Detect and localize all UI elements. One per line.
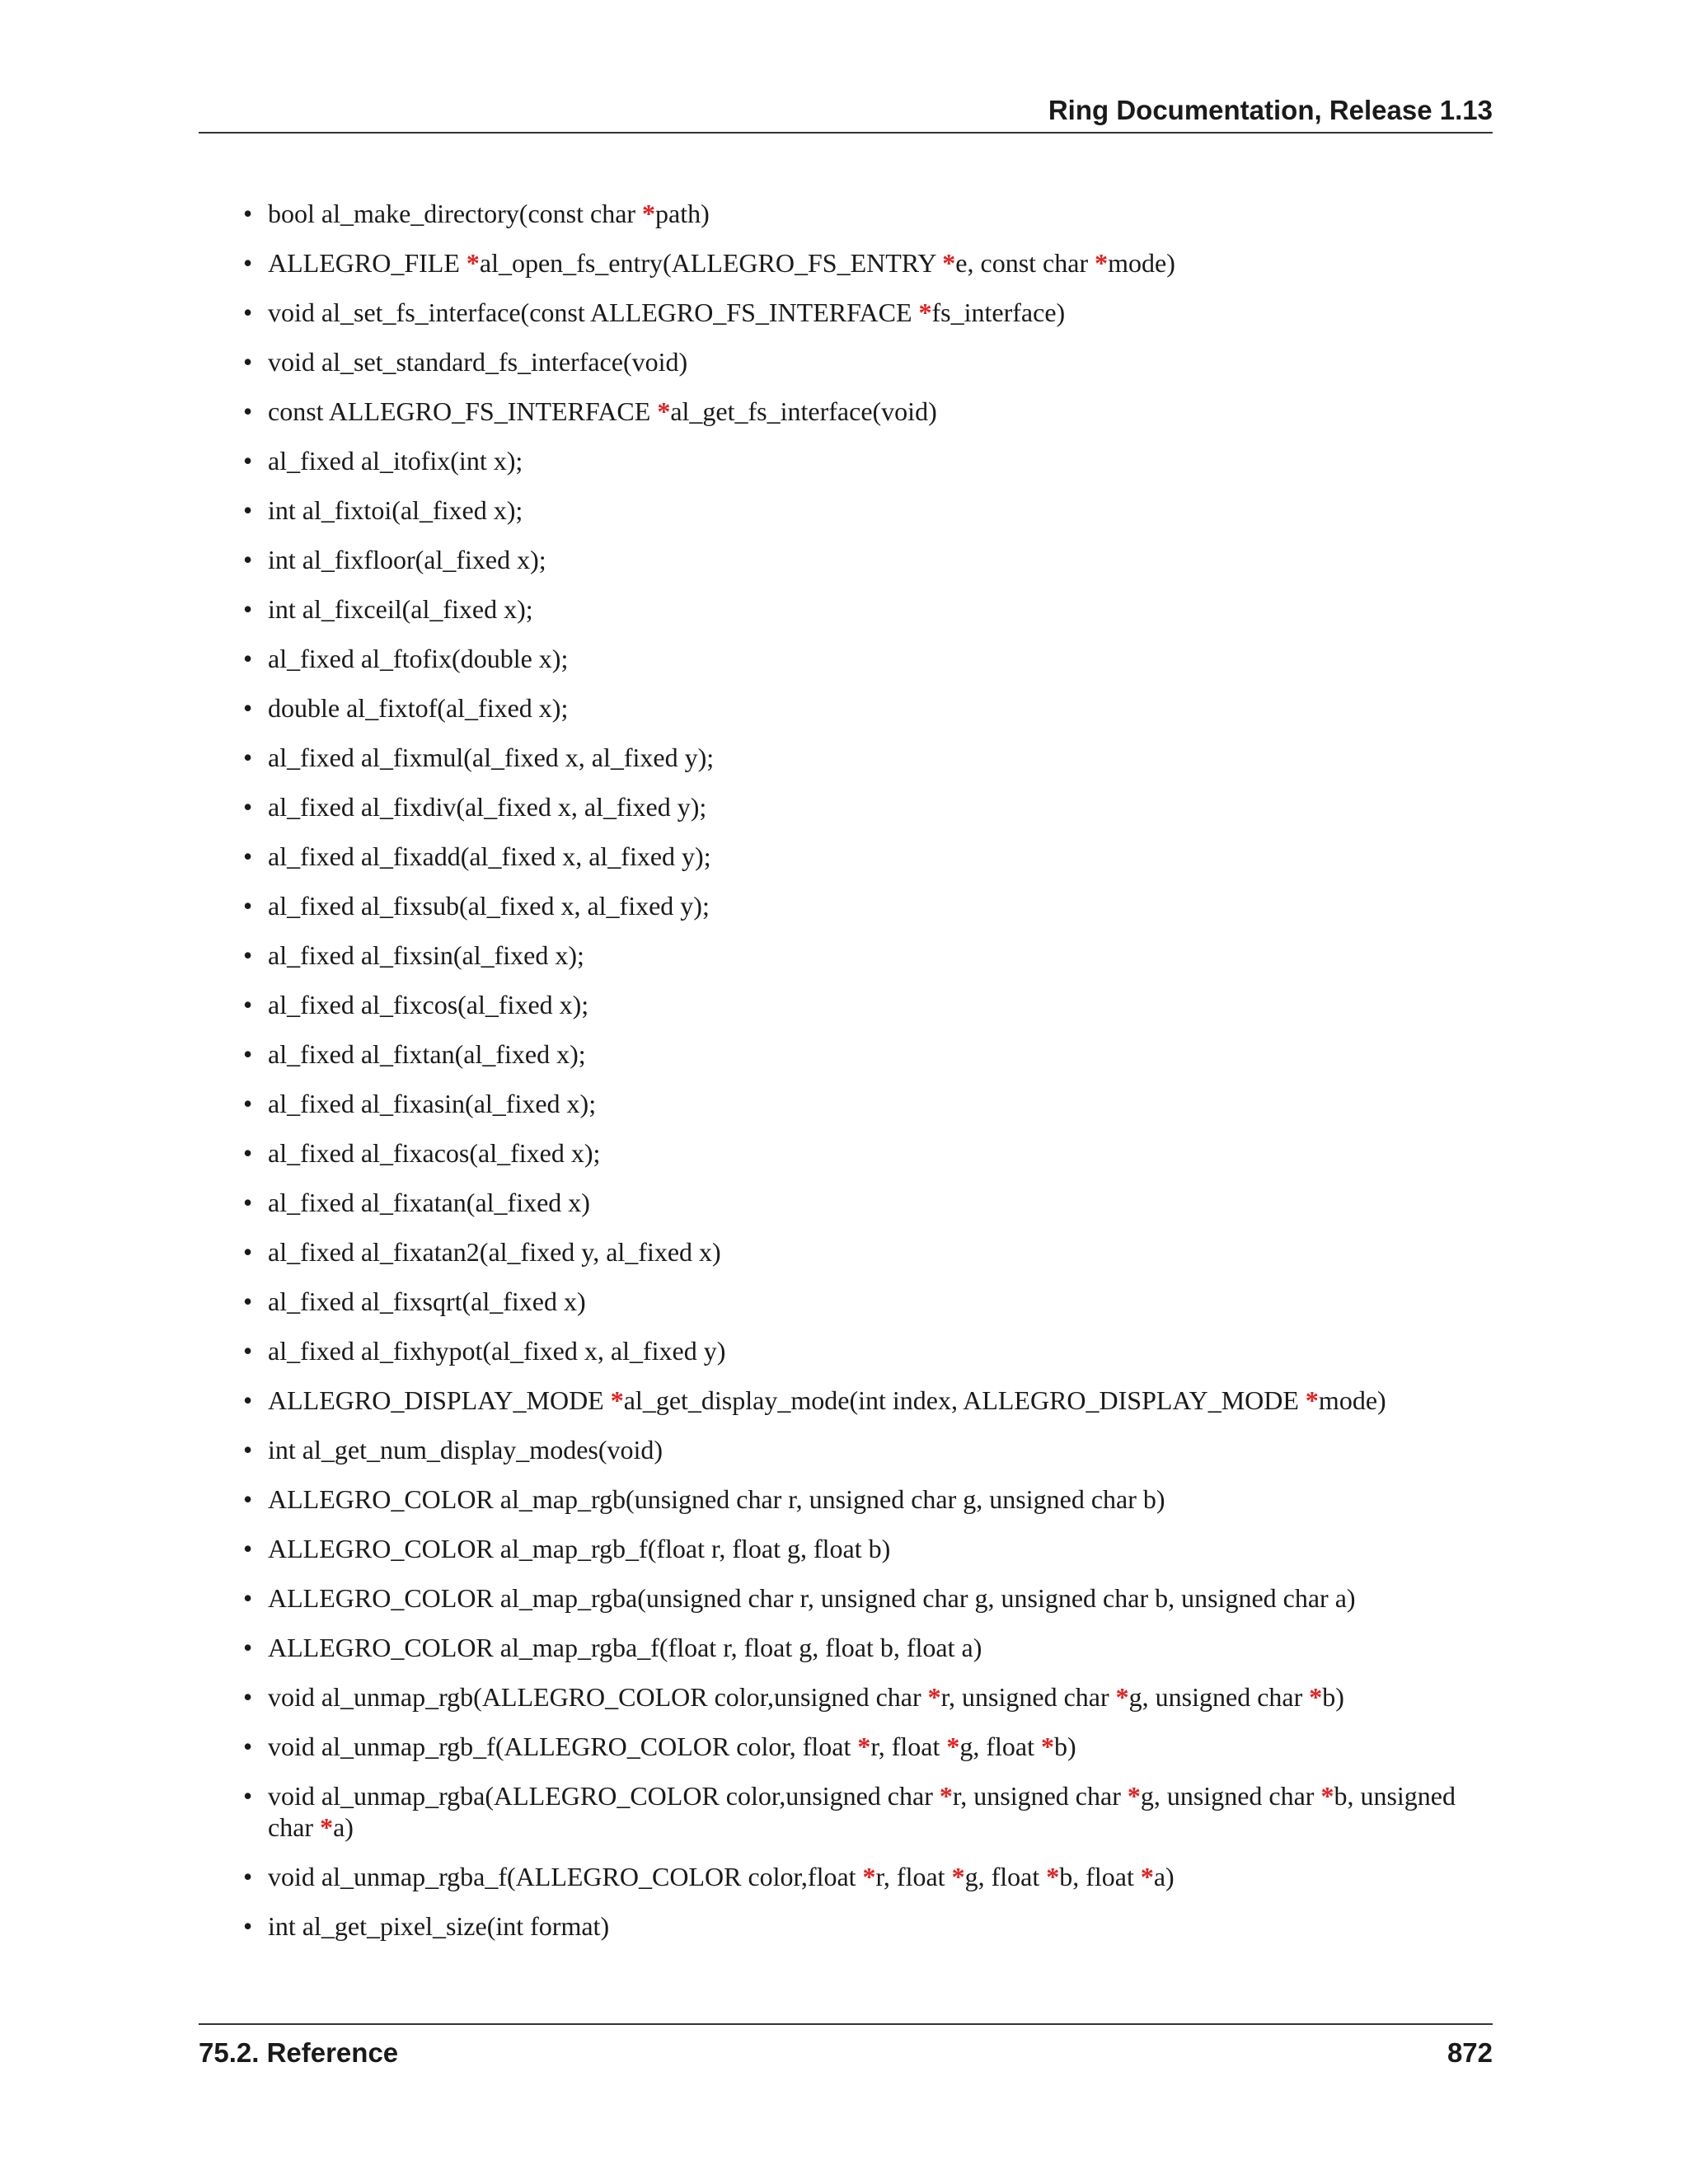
signature-text: int al_get_pixel_size(int format) bbox=[268, 1911, 610, 1941]
bullet-icon: • bbox=[243, 1633, 253, 1662]
signature-text: r, unsigned char bbox=[940, 1682, 1116, 1712]
list-item bbox=[243, 1088, 1493, 1119]
list-item bbox=[243, 1780, 1493, 1843]
signature-text: b) bbox=[1322, 1682, 1344, 1712]
list-item bbox=[243, 1582, 1493, 1614]
bullet-icon: • bbox=[243, 1682, 253, 1712]
list-item bbox=[243, 1533, 1493, 1564]
pointer-star: * bbox=[946, 1732, 960, 1761]
signature-text: al_fixed al_fixsub(al_fixed x, al_fixed y); bbox=[268, 891, 710, 921]
reference-content bbox=[243, 198, 1493, 1960]
bullet-icon: • bbox=[243, 891, 253, 921]
bullet-icon: • bbox=[243, 841, 253, 871]
signature-text: int al_fixtoi(al_fixed x); bbox=[268, 495, 523, 525]
list-item bbox=[243, 445, 1493, 476]
pointer-star: * bbox=[320, 1812, 334, 1842]
signature-text: int al_fixfloor(al_fixed x); bbox=[268, 545, 546, 574]
pointer-star: * bbox=[927, 1682, 941, 1712]
pointer-star: * bbox=[1046, 1862, 1060, 1891]
bullet-icon: • bbox=[243, 792, 253, 822]
pointer-star: * bbox=[1309, 1682, 1323, 1712]
bullet-icon: • bbox=[243, 1336, 253, 1366]
signature-text: r, float bbox=[875, 1862, 952, 1891]
pointer-star: * bbox=[610, 1385, 624, 1415]
signature-text: const ALLEGRO_FS_INTERFACE bbox=[268, 396, 658, 426]
pointer-star: * bbox=[642, 199, 656, 228]
list-item bbox=[243, 1434, 1493, 1465]
bullet-icon: • bbox=[243, 594, 253, 624]
pointer-star: * bbox=[939, 1781, 953, 1811]
signature-text: g, float bbox=[959, 1732, 1041, 1761]
bullet-icon: • bbox=[243, 1039, 253, 1069]
list-item bbox=[243, 396, 1493, 427]
list-item bbox=[243, 742, 1493, 773]
bullet-icon: • bbox=[243, 1188, 253, 1217]
signature-text: al_fixed al_fixcos(al_fixed x); bbox=[268, 990, 589, 1019]
list-item bbox=[243, 643, 1493, 674]
signature-text: al_get_fs_interface(void) bbox=[670, 396, 937, 426]
signature-text: al_fixed al_fixmul(al_fixed x, al_fixed y); bbox=[268, 743, 715, 772]
pointer-star: * bbox=[1041, 1732, 1054, 1761]
bullet-icon: • bbox=[243, 298, 253, 327]
list-item bbox=[243, 544, 1493, 575]
signature-text: al_fixed al_fixacos(al_fixed x); bbox=[268, 1138, 601, 1168]
signature-text: b, float bbox=[1059, 1862, 1141, 1891]
list-item bbox=[243, 1861, 1493, 1892]
signature-text: b, unsigned char bbox=[268, 1781, 1456, 1842]
signature-text: g, float bbox=[964, 1862, 1047, 1891]
pointer-star: * bbox=[862, 1862, 876, 1891]
section-label: 75.2. Reference bbox=[199, 2037, 399, 2068]
bullet-icon: • bbox=[243, 446, 253, 476]
signature-text: int al_fixceil(al_fixed x); bbox=[268, 594, 533, 624]
list-item bbox=[243, 692, 1493, 724]
signature-text: r, unsigned char bbox=[952, 1781, 1128, 1811]
signature-text: int al_get_num_display_modes(void) bbox=[268, 1435, 663, 1465]
signature-text: al_fixed al_fixasin(al_fixed x); bbox=[268, 1089, 597, 1118]
pointer-star: * bbox=[1127, 1781, 1141, 1811]
signature-text: double al_fixtof(al_fixed x); bbox=[268, 693, 569, 723]
bullet-icon: • bbox=[243, 644, 253, 673]
bullet-icon: • bbox=[243, 743, 253, 772]
list-item bbox=[243, 247, 1493, 279]
pointer-star: * bbox=[1140, 1862, 1154, 1891]
pointer-star: * bbox=[1095, 248, 1109, 278]
list-item bbox=[243, 198, 1493, 229]
bullet-icon: • bbox=[243, 199, 253, 228]
bullet-icon: • bbox=[243, 495, 253, 525]
signature-text: al_fixed al_fixsin(al_fixed x); bbox=[268, 940, 584, 970]
signature-text: al_fixed al_fixdiv(al_fixed x, al_fixed y); bbox=[268, 792, 707, 822]
signature-text: a) bbox=[1153, 1862, 1175, 1891]
signature-text: al_fixed al_itofix(int x); bbox=[268, 446, 523, 476]
bullet-icon: • bbox=[243, 1435, 253, 1465]
signature-text: void al_unmap_rgb(ALLEGRO_COLOR color,unsigned char bbox=[268, 1682, 928, 1712]
bullet-icon: • bbox=[243, 1911, 253, 1941]
bullet-icon: • bbox=[243, 990, 253, 1019]
signature-text: al_get_display_mode(int index, ALLEGRO_DISPLAY_MODE bbox=[623, 1385, 1306, 1415]
list-item bbox=[243, 1681, 1493, 1713]
pointer-star: * bbox=[466, 248, 480, 278]
signature-text: r, float bbox=[870, 1732, 947, 1761]
pointer-star: * bbox=[942, 248, 956, 278]
signature-text: al_fixed al_fixtan(al_fixed x); bbox=[268, 1039, 586, 1069]
signature-text: void al_set_standard_fs_interface(void) bbox=[268, 347, 688, 377]
pointer-star: * bbox=[1305, 1385, 1319, 1415]
bullet-icon: • bbox=[243, 1583, 253, 1613]
list-item bbox=[243, 494, 1493, 526]
bullet-icon: • bbox=[243, 1138, 253, 1168]
signature-text: ALLEGRO_COLOR al_map_rgba_f(float r, float g, float b, float a) bbox=[268, 1633, 982, 1662]
function-list bbox=[243, 198, 1493, 1942]
list-item bbox=[243, 1286, 1493, 1317]
document-title: Ring Documentation, Release 1.13 bbox=[1048, 95, 1493, 125]
signature-text: ALLEGRO_FILE bbox=[268, 248, 467, 278]
bullet-icon: • bbox=[243, 1781, 253, 1811]
pointer-star: * bbox=[918, 298, 932, 327]
pointer-star: * bbox=[857, 1732, 871, 1761]
signature-text: void al_set_fs_interface(const ALLEGRO_FS_INTERFACE bbox=[268, 298, 919, 327]
list-item bbox=[243, 593, 1493, 625]
list-item bbox=[243, 1187, 1493, 1218]
list-item bbox=[243, 940, 1493, 971]
bullet-icon: • bbox=[243, 1237, 253, 1267]
signature-text: mode) bbox=[1108, 248, 1175, 278]
list-item bbox=[243, 1335, 1493, 1366]
signature-text: bool al_make_directory(const char bbox=[268, 199, 643, 228]
list-item bbox=[243, 346, 1493, 377]
list-item bbox=[243, 1385, 1493, 1416]
list-item bbox=[243, 1236, 1493, 1268]
pointer-star: * bbox=[1115, 1682, 1129, 1712]
signature-text: void al_unmap_rgb_f(ALLEGRO_COLOR color, float bbox=[268, 1732, 858, 1761]
list-item bbox=[243, 791, 1493, 823]
list-item bbox=[243, 841, 1493, 872]
bullet-icon: • bbox=[243, 940, 253, 970]
list-item bbox=[243, 989, 1493, 1020]
signature-text: fs_interface) bbox=[931, 298, 1066, 327]
signature-text: ALLEGRO_COLOR al_map_rgb(unsigned char r, unsigned char g, unsigned char b) bbox=[268, 1484, 1165, 1514]
pointer-star: * bbox=[1320, 1781, 1334, 1811]
list-item bbox=[243, 1038, 1493, 1070]
signature-text: b) bbox=[1054, 1732, 1076, 1761]
bullet-icon: • bbox=[243, 1286, 253, 1316]
signature-text: ALLEGRO_DISPLAY_MODE bbox=[268, 1385, 611, 1415]
bullet-icon: • bbox=[243, 1484, 253, 1514]
signature-text: ALLEGRO_COLOR al_map_rgb_f(float r, float g, float b) bbox=[268, 1534, 891, 1563]
signature-text: path) bbox=[655, 199, 710, 228]
list-item bbox=[243, 1910, 1493, 1942]
signature-text: al_fixed al_fixadd(al_fixed x, al_fixed y); bbox=[268, 841, 711, 871]
bullet-icon: • bbox=[243, 1385, 253, 1415]
bullet-icon: • bbox=[243, 1534, 253, 1563]
signature-text: al_fixed al_fixatan2(al_fixed y, al_fixed x) bbox=[268, 1237, 721, 1267]
bullet-icon: • bbox=[243, 248, 253, 278]
signature-text: a) bbox=[333, 1812, 354, 1842]
bullet-icon: • bbox=[243, 545, 253, 574]
signature-text: ALLEGRO_COLOR al_map_rgba(unsigned char r, unsigned char g, unsigned char b, unsigned char a) bbox=[268, 1583, 1356, 1613]
signature-text: mode) bbox=[1318, 1385, 1386, 1415]
bullet-icon: • bbox=[243, 1862, 253, 1891]
page-number: 872 bbox=[1447, 2037, 1493, 2068]
page-header bbox=[199, 92, 1493, 134]
page-footer bbox=[199, 2023, 1493, 2074]
pointer-star: * bbox=[657, 396, 671, 426]
list-item bbox=[243, 1632, 1493, 1663]
signature-text: void al_unmap_rgba(ALLEGRO_COLOR color,unsigned char bbox=[268, 1781, 940, 1811]
list-item bbox=[243, 1137, 1493, 1169]
list-item bbox=[243, 1483, 1493, 1515]
bullet-icon: • bbox=[243, 1089, 253, 1118]
bullet-icon: • bbox=[243, 693, 253, 723]
signature-text: al_open_fs_entry(ALLEGRO_FS_ENTRY bbox=[479, 248, 943, 278]
signature-text: g, unsigned char bbox=[1140, 1781, 1321, 1811]
bullet-icon: • bbox=[243, 396, 253, 426]
signature-text: al_fixed al_fixsqrt(al_fixed x) bbox=[268, 1286, 586, 1316]
list-item bbox=[243, 1731, 1493, 1762]
signature-text: al_fixed al_fixhypot(al_fixed x, al_fixed y) bbox=[268, 1336, 726, 1366]
signature-text: al_fixed al_fixatan(al_fixed x) bbox=[268, 1188, 590, 1217]
signature-text: e, const char bbox=[955, 248, 1095, 278]
list-item bbox=[243, 890, 1493, 921]
pointer-star: * bbox=[951, 1862, 965, 1891]
bullet-icon: • bbox=[243, 1732, 253, 1761]
bullet-icon: • bbox=[243, 347, 253, 377]
signature-text: al_fixed al_ftofix(double x); bbox=[268, 644, 569, 673]
list-item bbox=[243, 297, 1493, 328]
signature-text: void al_unmap_rgba_f(ALLEGRO_COLOR color,float bbox=[268, 1862, 863, 1891]
signature-text: g, unsigned char bbox=[1128, 1682, 1310, 1712]
